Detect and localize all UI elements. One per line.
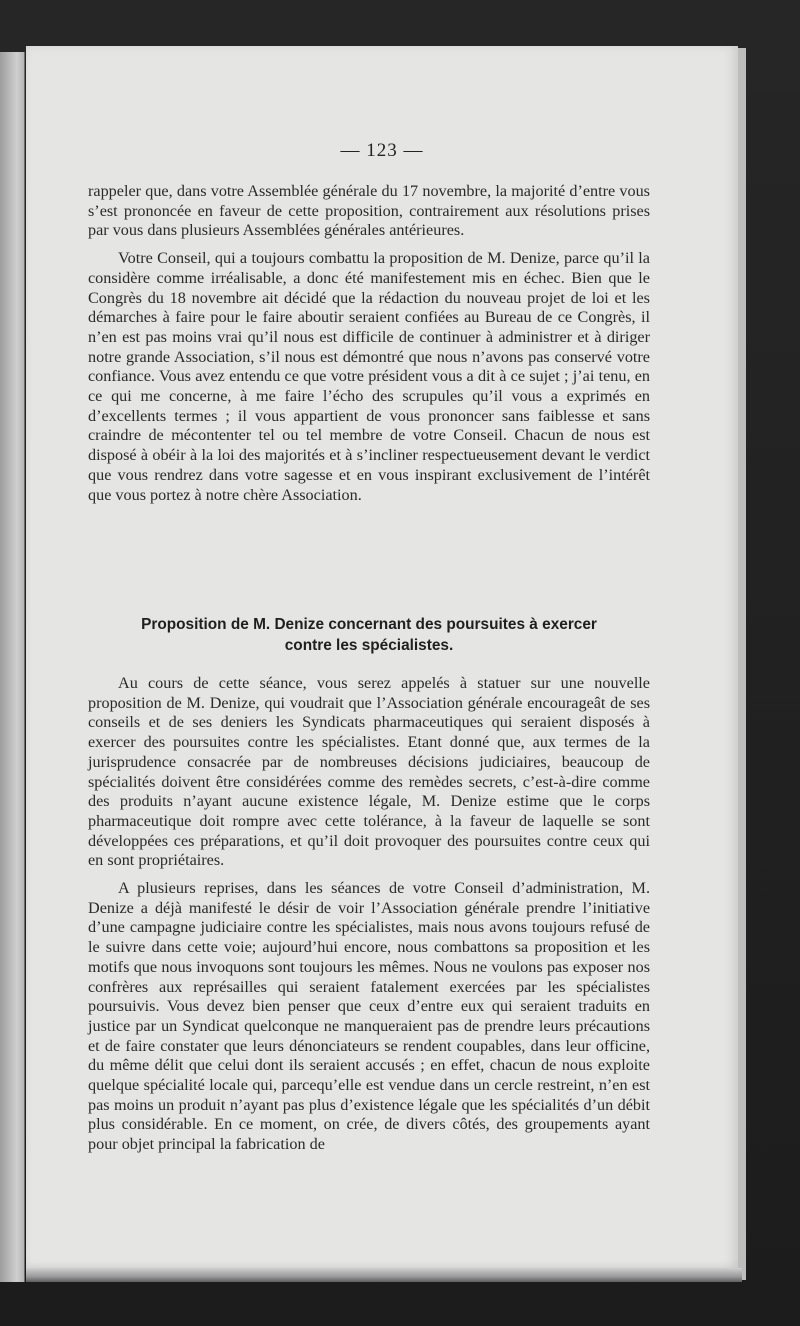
section-text-block <box>88 674 650 1163</box>
previous-page-edge <box>0 52 25 1282</box>
paragraph-conseil: Votre Conseil, qui a toujours combattu la proposition de M. Denize, parce qu’il la considère comme irréalisable, a donc été manifestement mis en échec. Bien que le Congrès du 18 novembre ait décidé que la rédaction du nouveau projet de loi et les démarches à faire pour le faire aboutir seraient confiées au Bureau de ce Congrès, il n’en est pas moins vrai qu’il nous est difficile de continuer à administrer et à diriger notre grande Association, s’il nous est démontré que nous n’avons pas conservé votre confiance. Vous avez entendu ce que votre président vous a dit à ce sujet ; j’ai tenu, en ce qui me concerne, à me faire l’écho des scrupules qu’il vous a exprimés en d’excellents termes ; il vous appartient de vous prononcer sans faiblesse et sans craindre de mécontenter tel ou tel membre de votre Conseil. Chacun de nous est disposé à obéir à la loi des majorités et à s’incliner respectueusement devant le verdict que vous rendrez dans votre sagesse et en vous inspirant exclusivement de l’intérêt que vous portez à notre chère Association. <box>88 249 650 504</box>
document-page <box>26 46 738 1270</box>
section-heading-line-1: Proposition de M. Denize concernant des poursuites à exercer <box>141 616 597 633</box>
paragraph-reprises: A plusieurs reprises, dans les séances de votre Conseil d’administration, M. Denize a déjà manifesté le désir de voir l’Association générale prendre l’initiative d’une campagne judiciaire contre les spécialistes, mais nous avons toujours refusé de le suivre dans cette voie; aujourd’hui encore, nous combattons sa proposition et les motifs que nous invoquons sont toujours les mêmes. Nous ne voulons pas exposer nos confrères aux représailles qui seraient fatalement exercées par les spécialistes poursuivis. Vous devez bien penser que ceux d’entre eux qui seraient traduits en justice par un Syndicat quelconque ne manqueraient pas de prendre leurs précautions et de faire constater que leurs dénonciateurs se rendent coupables, dans leur officine, du même délit que celui dont ils seraient accusés ; en effet, chacun de nous exploite quelque spécialité locale qui, parcequ’elle est vendue dans un cercle restreint, n’en est pas moins un produit n’ayant pas plus d’existence légale que les spécialités d’un débit plus considérable. En ce moment, on crée, de divers côtés, des groupements ayant pour objet principal la fabrication de <box>88 879 650 1154</box>
paragraph-continuation: rappeler que, dans votre Assemblée générale du 17 novembre, la majorité d’entre vous s’est prononcée en faveur de cette proposition, contrairement aux résolutions prises par vous dans plusieurs Assemblées générales antérieures. <box>88 182 650 240</box>
section-heading-line-2: contre les spécialistes. <box>284 637 454 654</box>
top-text-block <box>88 182 650 513</box>
page-number: — 123 — <box>340 140 424 161</box>
paragraph-proposition: Au cours de cette séance, vous serez appelés à statuer sur une nouvelle proposition de M. Denize, qui voudrait que l’Association générale encourageât de ses conseils et de ses deniers les Syndicats pharmaceutiques qui seraient disposés à exercer des poursuites contre les spécialistes. Etant donné que, aux termes de la jurisprudence consacrée par de nombreuses décisions judiciaires, beaucoup de spécialités doivent être considérées comme des remèdes secrets, c’est-à-dire comme des produits n’ayant aucune existence légale, M. Denize estime que le corps pharmaceutique doit rompre avec cette tolérance, à la faveur de laquelle se sont développées ces préparations, et qu’il doit provoquer des poursuites contre ceux qui en sont propriétaires. <box>88 674 650 870</box>
section-heading <box>88 614 650 656</box>
page-bottom-edge <box>26 1268 742 1282</box>
